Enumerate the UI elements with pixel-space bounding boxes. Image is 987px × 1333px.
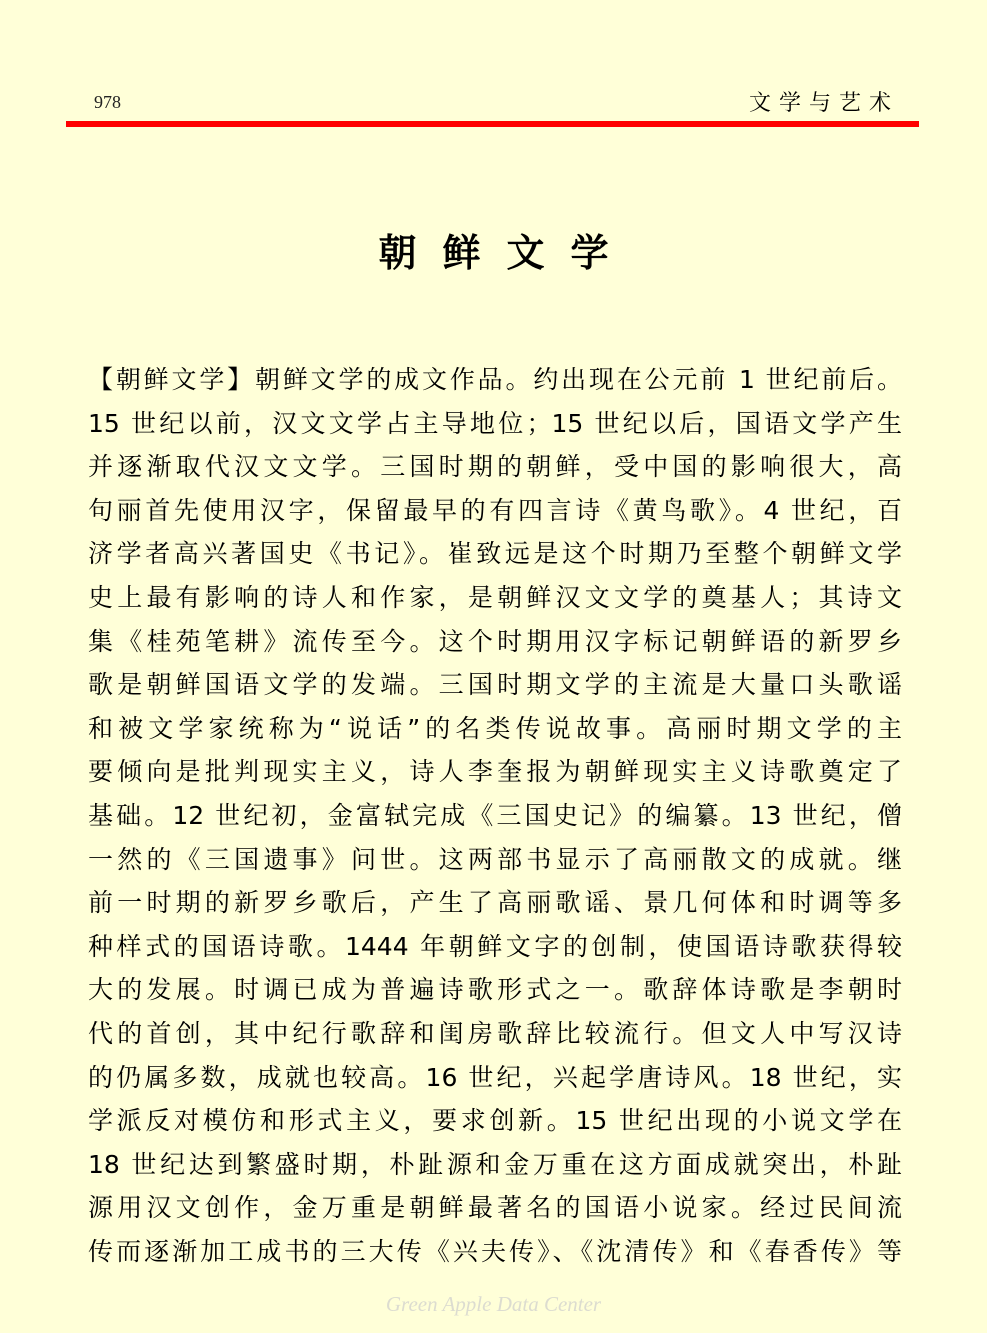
- article-title: 朝鲜文学: [378, 231, 635, 275]
- text-line: 济学者高兴著国史《书记》。崔致远是这个时期乃至整个朝鲜文学: [88, 539, 902, 569]
- section-title: 文学与艺术: [748, 91, 899, 116]
- text-line: 和被文学家统称为“说话”的名类传说故事。高丽时期文学的主: [88, 713, 902, 743]
- text-line: 要倾向是批判现实主义，诗人李奎报为朝鲜现实主义诗歌奠定了: [88, 757, 902, 787]
- text-line: 一然的《三国遗事》问世。这两部书显示了高丽散文的成就。继: [88, 844, 902, 874]
- text-line: 基础。12 世纪初，金富轼完成《三国史记》的编纂。13 世纪，僧: [88, 800, 902, 830]
- text-line: 句丽首先使用汉字，保留最早的有四言诗《黄鸟歌》。4 世纪，百: [88, 495, 902, 525]
- text-line: 种样式的国语诗歌。1444 年朝鲜文字的创制，使国语诗歌获得较: [88, 931, 902, 961]
- text-line: 前一时期的新罗乡歌后，产生了高丽歌谣、景几何体和时调等多: [88, 888, 902, 918]
- text-line: 【朝鲜文学】朝鲜文学的成文作品。约出现在公元前 1 世纪前后。: [88, 365, 902, 394]
- article-body: [88, 358, 902, 1273]
- text-line: 集《桂苑笔耕》流传至今。这个时期用汉字标记朝鲜语的新罗乡: [88, 626, 902, 656]
- text-line: 的仍属多数，成就也较高。16 世纪，兴起学唐诗风。18 世纪，实: [88, 1062, 902, 1092]
- text-line: 15 世纪以前，汉文文学占主导地位；15 世纪以后，国语文学产生: [88, 408, 902, 438]
- text-line: 源用汉文创作，金万重是朝鲜最著名的国语小说家。经过民间流: [88, 1193, 902, 1223]
- text-line: 史上最有影响的诗人和作家，是朝鲜汉文文学的奠基人；其诗文: [88, 582, 902, 612]
- text-line: 学派反对模仿和形式主义，要求创新。15 世纪出现的小说文学在: [88, 1106, 902, 1136]
- watermark: Green Apple Data Center: [385, 1292, 602, 1316]
- text-line: 代的首创，其中纪行歌辞和闺房歌辞比较流行。但文人中写汉诗: [88, 1018, 902, 1048]
- text-line: 歌是朝鲜国语文学的发端。三国时期文学的主流是大量口头歌谣: [88, 670, 902, 700]
- text-line: 18 世纪达到繁盛时期，朴趾源和金万重在这方面成就突出，朴趾: [88, 1149, 902, 1179]
- page-number: 978: [94, 92, 121, 112]
- text-line: 并逐渐取代汉文文学。三国时期的朝鲜，受中国的影响很大，高: [88, 452, 902, 482]
- text-line: 大的发展。时调已成为普遍诗歌形式之一。歌辞体诗歌是李朝时: [88, 975, 902, 1005]
- header-divider: [66, 121, 919, 127]
- text-line: 传而逐渐加工成书的三大传《兴夫传》、《沈清传》和《春香传》等: [88, 1236, 902, 1266]
